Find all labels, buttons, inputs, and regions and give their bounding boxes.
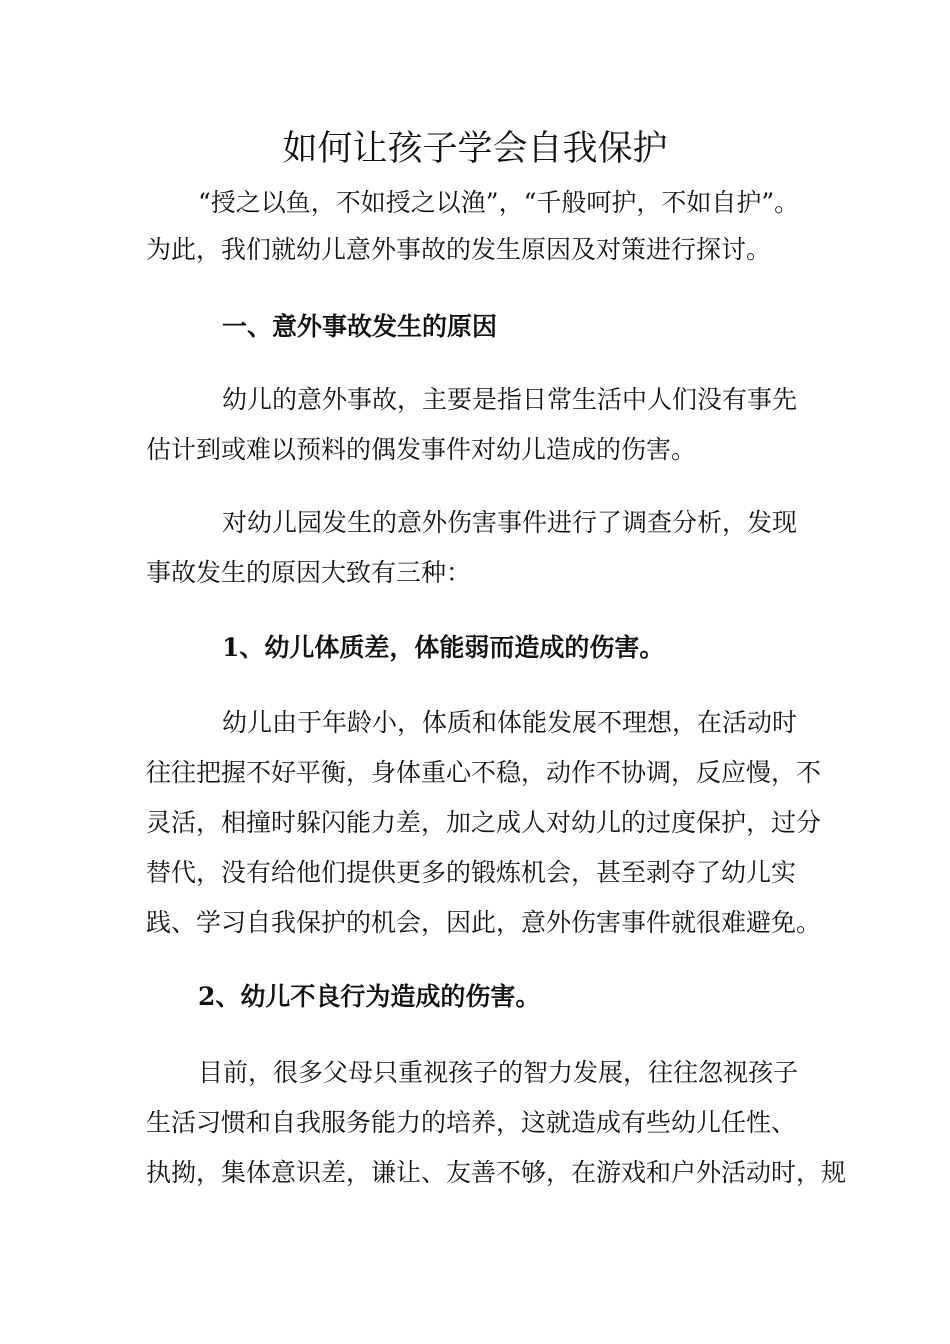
paragraph-1-line-1: 幼儿的意外事故，主要是指日常生活中人们没有事先 [222,385,798,414]
intro-line-2: 为此，我们就幼儿意外事故的发生原因及对策进行探讨。 [146,235,772,264]
intro-line-1: “授之以鱼，不如授之以渔”，“千般呵护，不如自护”。 [198,188,800,217]
paragraph-4-line-3: 执拗，集体意识差，谦让、友善不够，在游戏和户外活动时，规 [146,1158,847,1187]
paragraph-3-line-5: 践、学习自我保护的机会，因此，意外伤害事件就很难避免。 [146,908,822,937]
paragraph-3-line-3: 灵活，相撞时躲闪能力差，加之成人对幼儿的过度保护，过分 [146,808,822,837]
paragraph-4-line-1: 目前，很多父母只重视孩子的智力发展，往往忽视孩子 [198,1058,799,1087]
paragraph-4-line-2: 生活习惯和自我服务能力的培养，这就造成有些幼儿任性、 [146,1108,797,1137]
paragraph-3-line-4: 替代，没有给他们提供更多的锻炼机会，甚至剥夺了幼儿实 [146,858,797,887]
subheading-bad-behavior: 2、幼儿不良行为造成的伤害。 [198,982,541,1011]
paragraph-3-line-2: 往往把握不好平衡，身体重心不稳，动作不协调，反应慢，不 [146,758,822,787]
paragraph-3-line-1: 幼儿由于年龄小，体质和体能发展不理想，在活动时 [222,708,798,737]
document-title: 如何让孩子学会自我保护 [282,129,668,169]
subheading-physical-weakness: 1、幼儿体质差，体能弱而造成的伤害。 [222,633,665,662]
section-heading-causes: 一、意外事故发生的原因 [222,312,498,341]
paragraph-2-line-2: 事故发生的原因大致有三种： [146,558,472,587]
paragraph-1-line-2: 估计到或难以预料的偶发事件对幼儿造成的伤害。 [146,435,697,464]
paragraph-2-line-1: 对幼儿园发生的意外伤害事件进行了调查分析，发现 [222,508,798,537]
